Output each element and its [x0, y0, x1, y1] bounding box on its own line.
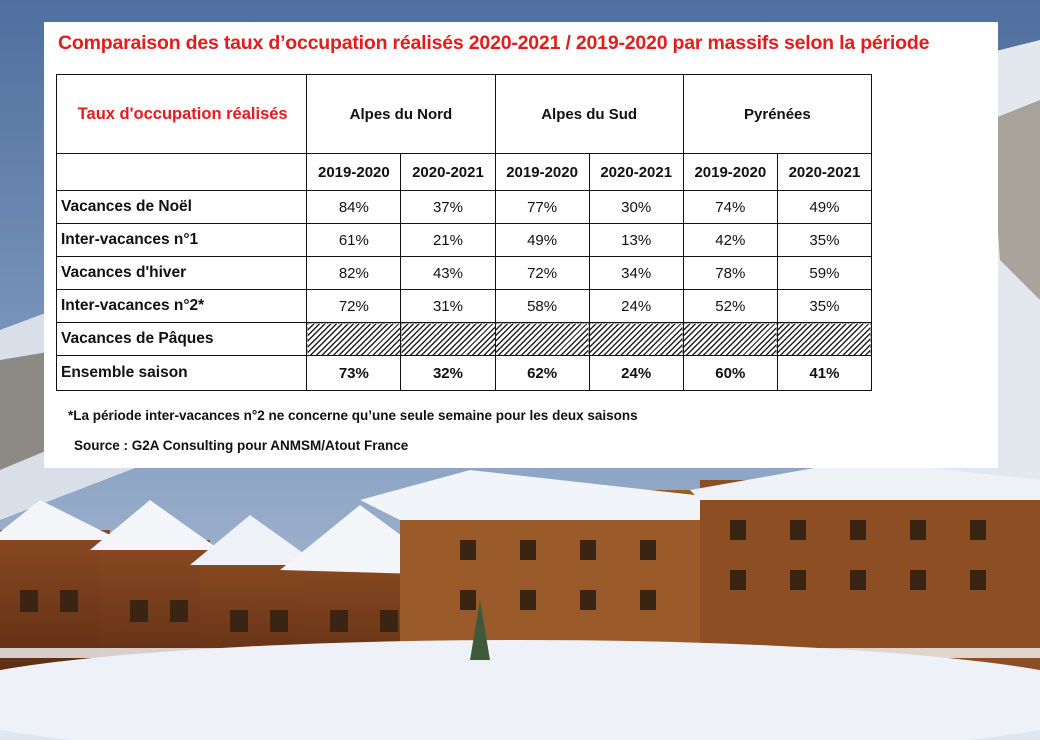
empty-header-cell: [57, 154, 307, 191]
row-label: Inter-vacances n°2*: [57, 290, 307, 323]
hatched-cell: [683, 323, 777, 356]
table-cell: 74%: [683, 191, 777, 224]
table-row: [57, 224, 872, 257]
year-header: 2020-2021: [589, 154, 683, 191]
table-cell: 59%: [777, 257, 871, 290]
total-cell: 24%: [589, 356, 683, 391]
row-label: Vacances de Noël: [57, 191, 307, 224]
table-cell: 78%: [683, 257, 777, 290]
table-cell: 35%: [777, 224, 871, 257]
massif-header: Pyrénées: [683, 75, 871, 154]
table-cell: 52%: [683, 290, 777, 323]
total-cell: 62%: [495, 356, 589, 391]
table-cell: 84%: [307, 191, 401, 224]
total-cell: 32%: [401, 356, 495, 391]
table-cell: 82%: [307, 257, 401, 290]
table-row: [57, 257, 872, 290]
year-header: 2020-2021: [777, 154, 871, 191]
hatched-cell: [307, 323, 401, 356]
table-cell: 42%: [683, 224, 777, 257]
table-cell: 37%: [401, 191, 495, 224]
total-cell: 41%: [777, 356, 871, 391]
year-header: 2020-2021: [401, 154, 495, 191]
row-label: Vacances de Pâques: [57, 323, 307, 356]
table-cell: 49%: [777, 191, 871, 224]
chart-title: Comparaison des taux d’occupation réalisés 2020-2021 / 2019-2020 par massifs selon la période: [58, 32, 930, 54]
table-row: [57, 323, 872, 356]
table-cell: 13%: [589, 224, 683, 257]
year-header: 2019-2020: [683, 154, 777, 191]
hatched-cell: [495, 323, 589, 356]
corner-header: Taux d'occupation réalisés: [57, 75, 307, 154]
occupancy-table: [56, 74, 872, 391]
footnote: *La période inter-vacances n°2 ne concerne qu’une seule semaine pour les deux saisons: [68, 408, 638, 423]
total-cell: 60%: [683, 356, 777, 391]
hatched-cell: [777, 323, 871, 356]
year-header: 2019-2020: [307, 154, 401, 191]
hatched-cell: [401, 323, 495, 356]
row-label: Inter-vacances n°1: [57, 224, 307, 257]
year-header: 2019-2020: [495, 154, 589, 191]
table-cell: 21%: [401, 224, 495, 257]
table-cell: 58%: [495, 290, 589, 323]
table-cell: 72%: [495, 257, 589, 290]
table-cell: 34%: [589, 257, 683, 290]
total-cell: 73%: [307, 356, 401, 391]
hatched-cell: [589, 323, 683, 356]
table-cell: 49%: [495, 224, 589, 257]
massif-header: Alpes du Nord: [307, 75, 495, 154]
table-cell: 24%: [589, 290, 683, 323]
source-note: Source : G2A Consulting pour ANMSM/Atout France: [74, 438, 409, 453]
total-label: Ensemble saison: [57, 356, 307, 391]
table-row: [57, 191, 872, 224]
table-cell: 35%: [777, 290, 871, 323]
table-cell: 61%: [307, 224, 401, 257]
table-cell: 30%: [589, 191, 683, 224]
table-card: [44, 22, 998, 468]
massif-header: Alpes du Sud: [495, 75, 683, 154]
total-row: [57, 356, 872, 391]
row-label: Vacances d'hiver: [57, 257, 307, 290]
table-cell: 43%: [401, 257, 495, 290]
table-row: [57, 290, 872, 323]
table-cell: 31%: [401, 290, 495, 323]
table-cell: 77%: [495, 191, 589, 224]
table-cell: 72%: [307, 290, 401, 323]
